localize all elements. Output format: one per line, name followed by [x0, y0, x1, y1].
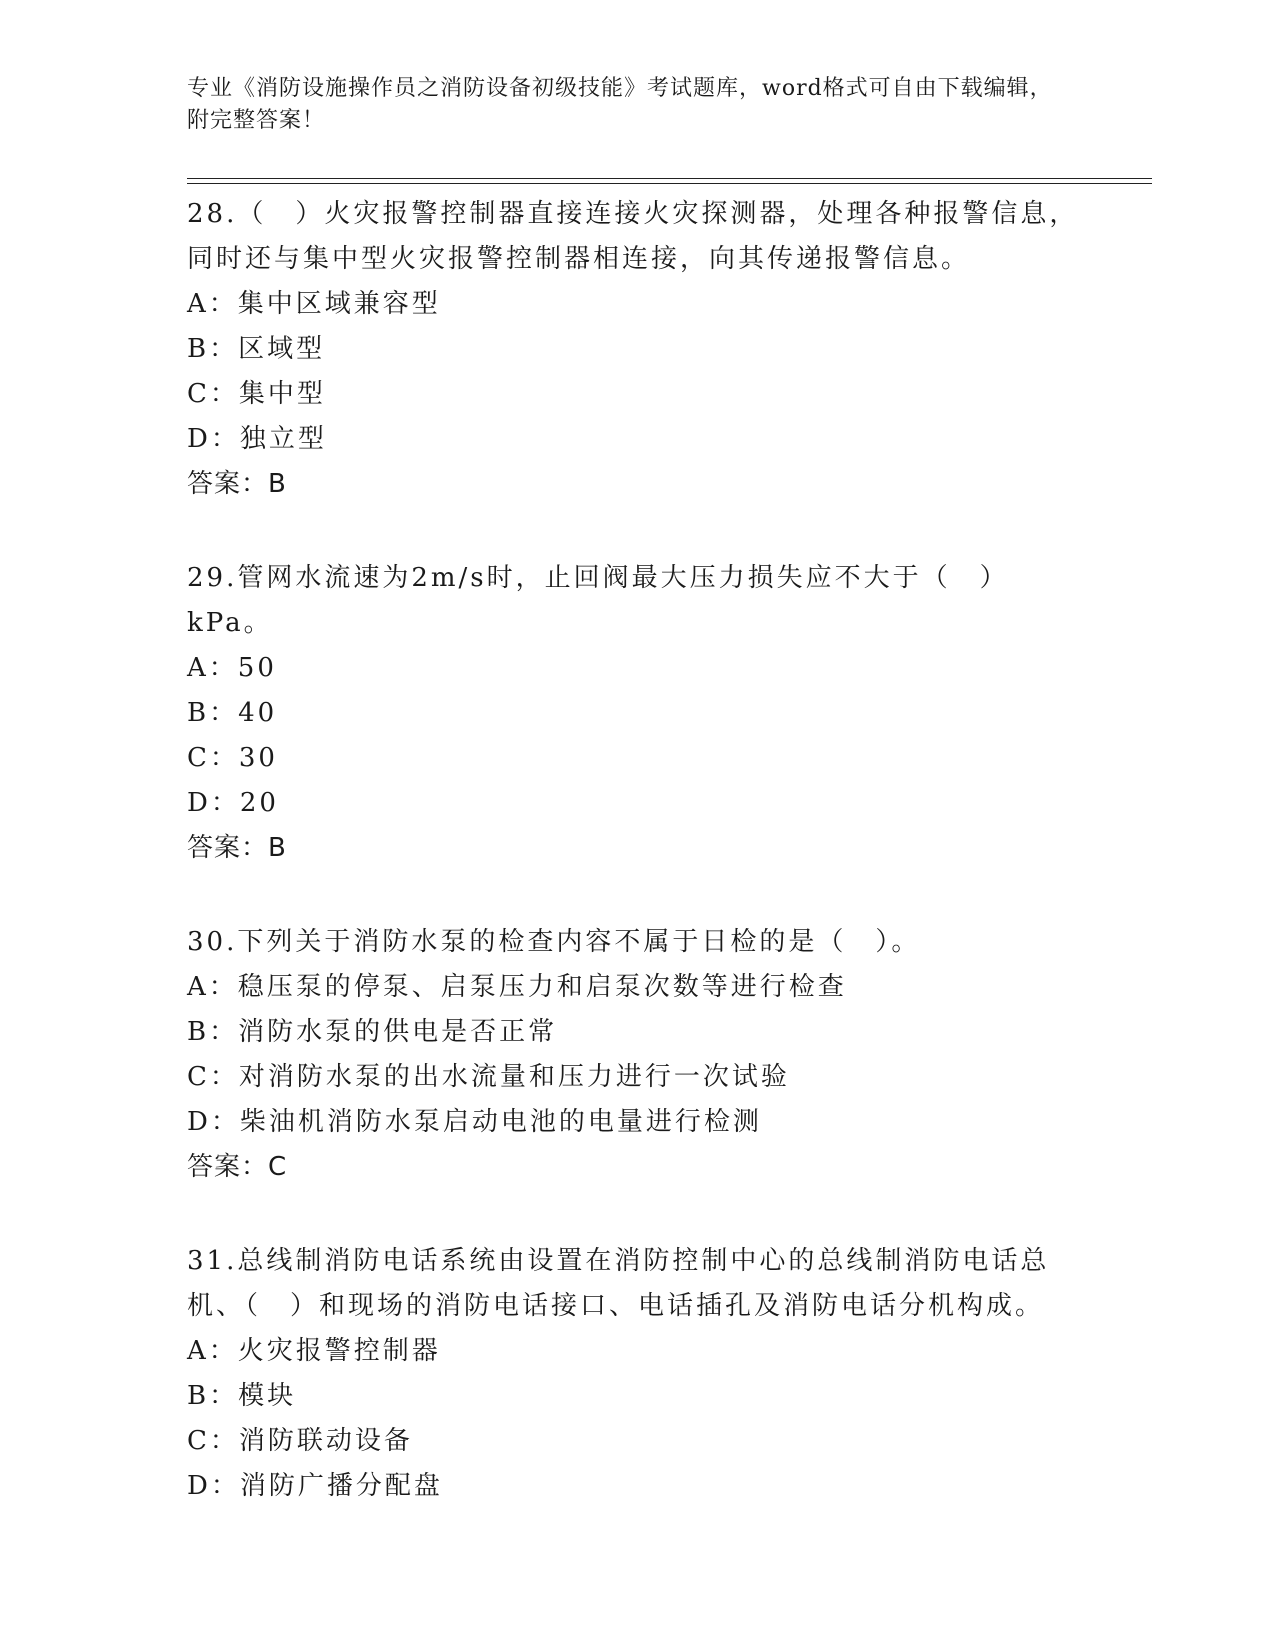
answer-line: 答案：B	[187, 833, 287, 863]
option-a: A：50	[187, 653, 277, 683]
question-30	[187, 920, 1087, 1190]
question-stem: 30.下列关于消防水泵的检查内容不属于日检的是（ ）。	[187, 927, 921, 957]
header-divider-top	[187, 178, 1152, 179]
option-b: B：消防水泵的供电是否正常	[187, 1017, 558, 1047]
question-29	[187, 556, 1087, 871]
option-a: A：稳压泵的停泵、启泵压力和启泵次数等进行检查	[187, 972, 847, 1002]
option-c: C：集中型	[187, 379, 326, 409]
header-divider-bottom	[187, 183, 1152, 184]
option-c: C：对消防水泵的出水流量和压力进行一次试验	[187, 1062, 790, 1092]
option-d: D：消防广播分配盘	[187, 1471, 443, 1501]
answer-line: 答案：B	[187, 469, 287, 499]
option-b: B：区域型	[187, 334, 326, 364]
question-list	[187, 192, 1087, 1558]
option-c: C：30	[187, 743, 278, 773]
question-28	[187, 192, 1087, 507]
option-c: C：消防联动设备	[187, 1426, 413, 1456]
answer-line: 答案：C	[187, 1152, 288, 1182]
document-header-intro: 专业《消防设施操作员之消防设备初级技能》考试题库，word格式可自由下载编辑，附完整答案！	[187, 76, 1053, 133]
option-a: A：集中区域兼容型	[187, 289, 441, 319]
question-31	[187, 1239, 1087, 1509]
option-d: D：独立型	[187, 424, 327, 454]
question-stem: 29.管网水流速为2m/s时，止回阀最大压力损失应不大于（ ）kPa。	[187, 563, 1009, 638]
question-stem: 28.（ ）火灾报警控制器直接连接火灾探测器，处理各种报警信息，同时还与集中型火灾报警控制器相连接，向其传递报警信息。	[187, 199, 1079, 274]
option-a: A：火灾报警控制器	[187, 1336, 441, 1366]
question-stem: 31.总线制消防电话系统由设置在消防控制中心的总线制消防电话总机、（ ）和现场的消防电话接口、电话插孔及消防电话分机构成。	[187, 1246, 1050, 1321]
option-d: D：柴油机消防水泵启动电池的电量进行检测	[187, 1107, 762, 1137]
option-b: B：模块	[187, 1381, 297, 1411]
option-b: B：40	[187, 698, 278, 728]
option-d: D：20	[187, 788, 279, 818]
